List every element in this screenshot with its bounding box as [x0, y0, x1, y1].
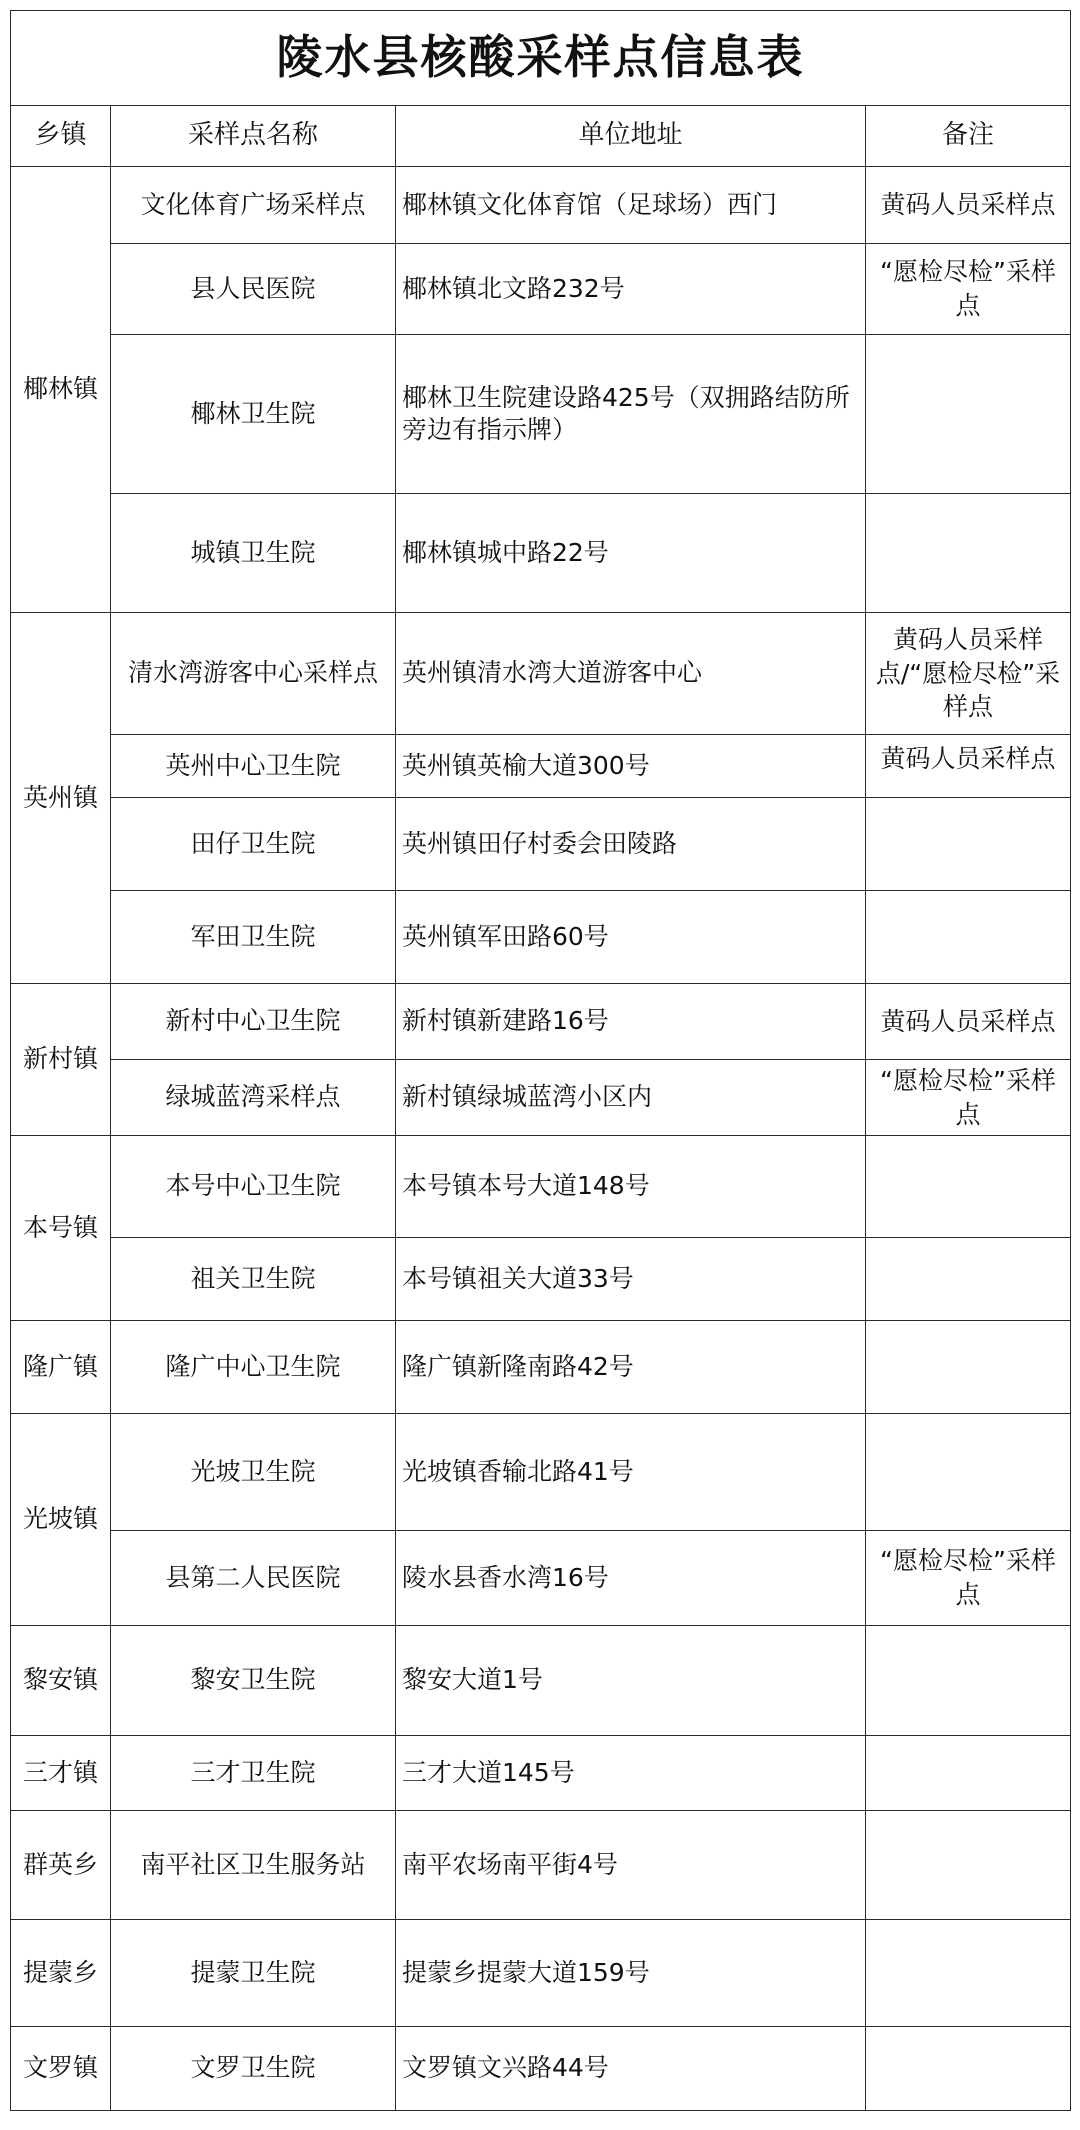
address-cell: 黎安大道1号 — [396, 1626, 866, 1736]
note-cell: “愿检尽检”采样点 — [866, 1060, 1071, 1136]
table-row — [11, 1920, 1071, 2027]
site-name-cell: 军田卫生院 — [111, 891, 396, 984]
table-row — [11, 984, 1071, 1060]
note-cell — [866, 1736, 1071, 1811]
site-name-cell: 英州中心卫生院 — [111, 735, 396, 798]
site-name-cell: 光坡卫生院 — [111, 1414, 396, 1531]
site-name-cell: 黎安卫生院 — [111, 1626, 396, 1736]
address-cell: 文罗镇文兴路44号 — [396, 2027, 866, 2111]
address-cell: 新村镇新建路16号 — [396, 984, 866, 1060]
address-cell: 椰林镇北文路232号 — [396, 244, 866, 335]
site-name-cell: 县人民医院 — [111, 244, 396, 335]
note-cell: “愿检尽检”采样点 — [866, 244, 1071, 335]
address-cell: 陵水县香水湾16号 — [396, 1531, 866, 1626]
address-cell: 本号镇祖关大道33号 — [396, 1238, 866, 1321]
site-name-cell: 提蒙卫生院 — [111, 1920, 396, 2027]
header-address: 单位地址 — [396, 106, 866, 167]
note-cell — [866, 1811, 1071, 1920]
table-row — [11, 1238, 1071, 1321]
address-cell: 英州镇清水湾大道游客中心 — [396, 613, 866, 735]
table-row — [11, 1321, 1071, 1414]
table-row — [11, 613, 1071, 735]
title-row — [11, 11, 1071, 106]
table-row — [11, 1811, 1071, 1920]
table-row — [11, 2027, 1071, 2111]
town-cell: 光坡镇 — [11, 1414, 111, 1626]
note-cell — [866, 1238, 1071, 1321]
note-cell — [866, 2027, 1071, 2111]
note-cell — [866, 1136, 1071, 1238]
table-row — [11, 1414, 1071, 1531]
site-name-cell: 田仔卫生院 — [111, 798, 396, 891]
table-row — [11, 494, 1071, 613]
town-cell: 三才镇 — [11, 1736, 111, 1811]
address-cell: 英州镇英榆大道300号 — [396, 735, 866, 798]
town-cell: 文罗镇 — [11, 2027, 111, 2111]
town-cell: 群英乡 — [11, 1811, 111, 1920]
note-text: 黄码人员采样点 — [880, 744, 1056, 773]
header-site-name: 采样点名称 — [111, 106, 396, 167]
address-cell: 椰林镇文化体育馆（足球场）西门 — [396, 167, 866, 244]
header-note: 备注 — [866, 106, 1071, 167]
table-row — [11, 798, 1071, 891]
site-name-cell: 文罗卫生院 — [111, 2027, 396, 2111]
town-cell: 提蒙乡 — [11, 1920, 111, 2027]
note-cell: 黄码人员采样点 — [866, 984, 1071, 1060]
town-cell: 黎安镇 — [11, 1626, 111, 1736]
note-cell — [866, 891, 1071, 984]
town-cell: 新村镇 — [11, 984, 111, 1136]
table-row — [11, 1060, 1071, 1136]
site-name-cell: 绿城蓝湾采样点 — [111, 1060, 396, 1136]
table-row — [11, 167, 1071, 244]
site-name-cell: 椰林卫生院 — [111, 335, 396, 494]
table-row — [11, 735, 1071, 798]
address-cell: 三才大道145号 — [396, 1736, 866, 1811]
site-name-cell: 隆广中心卫生院 — [111, 1321, 396, 1414]
address-cell: 光坡镇香输北路41号 — [396, 1414, 866, 1531]
site-name-cell: 本号中心卫生院 — [111, 1136, 396, 1238]
note-cell — [866, 335, 1071, 494]
address-cell: 新村镇绿城蓝湾小区内 — [396, 1060, 866, 1136]
table-row — [11, 335, 1071, 494]
note-cell: 黄码人员采样点/“愿检尽检”采样点 — [866, 613, 1071, 735]
site-name-cell: 清水湾游客中心采样点 — [111, 613, 396, 735]
address-cell: 隆广镇新隆南路42号 — [396, 1321, 866, 1414]
table-title: 陵水县核酸采样点信息表 — [11, 11, 1071, 106]
town-cell: 英州镇 — [11, 613, 111, 984]
note-cell — [866, 1414, 1071, 1531]
table-row — [11, 1531, 1071, 1626]
sampling-sites-sheet — [10, 10, 1070, 2120]
note-cell — [866, 1321, 1071, 1414]
note-cell — [866, 1626, 1071, 1736]
site-name-cell: 南平社区卫生服务站 — [111, 1811, 396, 1920]
site-name-cell: 三才卫生院 — [111, 1736, 396, 1811]
table-row — [11, 1736, 1071, 1811]
header-row — [11, 106, 1071, 167]
site-name-cell: 文化体育广场采样点 — [111, 167, 396, 244]
address-cell: 椰林镇城中路22号 — [396, 494, 866, 613]
address-cell: 提蒙乡提蒙大道159号 — [396, 1920, 866, 2027]
site-name-cell: 县第二人民医院 — [111, 1531, 396, 1626]
site-name-cell: 城镇卫生院 — [111, 494, 396, 613]
address-cell: 英州镇田仔村委会田陵路 — [396, 798, 866, 891]
table-row — [11, 891, 1071, 984]
address-cell: 椰林卫生院建设路425号（双拥路结防所旁边有指示牌） — [396, 335, 866, 494]
address-cell: 南平农场南平街4号 — [396, 1811, 866, 1920]
note-cell — [866, 735, 1071, 798]
town-cell: 本号镇 — [11, 1136, 111, 1321]
sampling-sites-table — [10, 10, 1071, 2111]
table-row — [11, 1136, 1071, 1238]
note-cell — [866, 494, 1071, 613]
town-cell: 隆广镇 — [11, 1321, 111, 1414]
table-row — [11, 1626, 1071, 1736]
header-town: 乡镇 — [11, 106, 111, 167]
note-cell: 黄码人员采样点 — [866, 167, 1071, 244]
address-cell: 英州镇军田路60号 — [396, 891, 866, 984]
site-name-cell: 祖关卫生院 — [111, 1238, 396, 1321]
note-cell: “愿检尽检”采样点 — [866, 1531, 1071, 1626]
table-row — [11, 244, 1071, 335]
site-name-cell: 新村中心卫生院 — [111, 984, 396, 1060]
note-cell — [866, 1920, 1071, 2027]
address-cell: 本号镇本号大道148号 — [396, 1136, 866, 1238]
town-cell: 椰林镇 — [11, 167, 111, 613]
note-cell — [866, 798, 1071, 891]
